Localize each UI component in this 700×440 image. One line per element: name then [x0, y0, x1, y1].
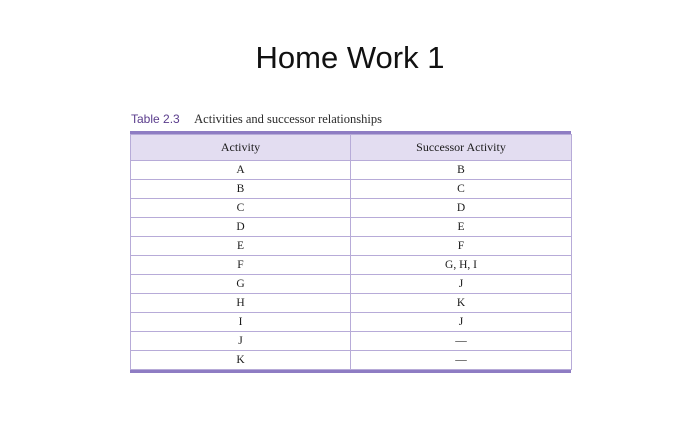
- activities-table: [130, 134, 572, 370]
- slide-title: Home Work 1: [255, 40, 445, 75]
- activity-cell: K: [131, 351, 351, 370]
- activities-table-container: [130, 131, 571, 373]
- successor-cell: E: [351, 218, 572, 237]
- activity-cell: G: [131, 275, 351, 294]
- table-caption-text: Activities and successor relationships: [194, 112, 382, 126]
- activity-cell: C: [131, 199, 351, 218]
- activity-cell: B: [131, 180, 351, 199]
- successor-cell: D: [351, 199, 572, 218]
- table-row: [131, 256, 572, 275]
- table-caption: [131, 112, 382, 127]
- activity-cell: E: [131, 237, 351, 256]
- table-row: [131, 199, 572, 218]
- table-row: [131, 161, 572, 180]
- table-row: [131, 275, 572, 294]
- table-number-label: Table 2.3: [131, 112, 180, 126]
- activity-cell: D: [131, 218, 351, 237]
- activity-cell: A: [131, 161, 351, 180]
- activity-cell: F: [131, 256, 351, 275]
- activity-cell: H: [131, 294, 351, 313]
- successor-cell: G, H, I: [351, 256, 572, 275]
- table-row: [131, 237, 572, 256]
- table-row: [131, 351, 572, 370]
- successor-cell: J: [351, 313, 572, 332]
- table-row: [131, 313, 572, 332]
- column-header-successor: Successor Activity: [351, 135, 572, 161]
- activity-cell: J: [131, 332, 351, 351]
- table-row: [131, 332, 572, 351]
- successor-cell: C: [351, 180, 572, 199]
- successor-cell: —: [351, 351, 572, 370]
- column-header-activity: Activity: [131, 135, 351, 161]
- successor-cell: B: [351, 161, 572, 180]
- table-header-row: [131, 135, 572, 161]
- successor-cell: K: [351, 294, 572, 313]
- successor-cell: F: [351, 237, 572, 256]
- table-row: [131, 180, 572, 199]
- table-row: [131, 294, 572, 313]
- table-row: [131, 218, 572, 237]
- successor-cell: J: [351, 275, 572, 294]
- activity-cell: I: [131, 313, 351, 332]
- successor-cell: —: [351, 332, 572, 351]
